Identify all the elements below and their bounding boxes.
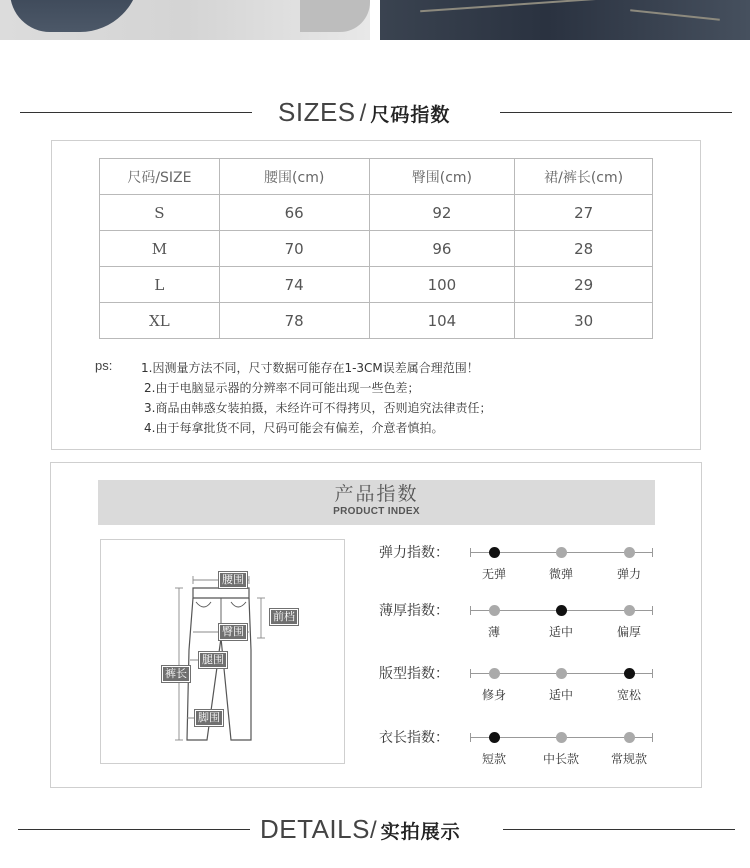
scale-option-label: 短款 <box>481 752 507 766</box>
scale-option-label: 宽松 <box>616 688 642 702</box>
scale-tick-start <box>470 733 471 742</box>
title-rule-right <box>503 829 735 830</box>
scale-dot-selected <box>489 732 500 743</box>
product-index-banner <box>98 480 655 525</box>
table-cell: S <box>100 195 220 231</box>
table-row <box>100 267 653 303</box>
scale-option-label: 适中 <box>548 688 574 702</box>
table-cell: 30 <box>515 303 653 339</box>
table-cell: 28 <box>515 231 653 267</box>
table-cell: 96 <box>369 231 515 267</box>
diagram-label-hip: 臀围 <box>219 624 247 640</box>
scale-dot <box>489 668 500 679</box>
title-slash: / <box>369 817 377 844</box>
diagram-label-waist: 腰围 <box>219 572 247 588</box>
table-row <box>100 303 653 339</box>
sizes-section-title <box>0 94 750 130</box>
scale-option-label: 适中 <box>548 625 574 639</box>
table-row <box>100 231 653 267</box>
photo-light-shape <box>300 0 370 32</box>
scale-option-label: 微弹 <box>548 567 574 581</box>
scale-name: 弹力指数： <box>379 545 449 561</box>
product-photo-left <box>0 0 370 40</box>
scale-dot <box>556 547 567 558</box>
scale-option-label: 弹力 <box>616 567 642 581</box>
scale-length <box>379 728 659 768</box>
scale-option-label: 常规款 <box>610 752 648 766</box>
scale-option-label: 无弹 <box>481 567 507 581</box>
table-cell: 78 <box>219 303 369 339</box>
scale-elasticity <box>379 543 659 583</box>
scale-dot <box>556 668 567 679</box>
diagram-label-length: 裤长 <box>162 666 190 682</box>
scale-dot-selected <box>624 668 635 679</box>
banner-title-en: PRODUCT INDEX <box>333 506 420 517</box>
table-header-cell: 腰围(cm) <box>219 159 369 195</box>
scale-dot <box>489 605 500 616</box>
scale-name: 版型指数： <box>379 666 449 682</box>
table-cell: 74 <box>219 267 369 303</box>
table-row <box>100 195 653 231</box>
title-rule-right <box>500 112 732 113</box>
table-header-cell: 臀围(cm) <box>369 159 515 195</box>
pants-diagram <box>100 539 345 764</box>
note-item: 3.商品由韩惑女装拍摄，未经许可不得拷贝，否则追究法律责任； <box>144 401 492 415</box>
title-cn: 尺码指数 <box>370 104 451 126</box>
title-text <box>278 94 450 130</box>
scale-tick-start <box>470 548 471 557</box>
title-rule-left <box>20 112 252 113</box>
table-cell: 29 <box>515 267 653 303</box>
diagram-label-front-rise: 前档 <box>270 609 298 625</box>
table-cell: 92 <box>369 195 515 231</box>
scale-dot <box>624 732 635 743</box>
photo-seam <box>420 0 600 12</box>
scale-option-label: 偏厚 <box>616 625 642 639</box>
product-photo-right <box>380 0 750 40</box>
title-en: DETAILS <box>260 814 370 844</box>
note-item: 4.由于每拿批货不同，尺码可能会有偏差，介意者慎拍。 <box>144 421 444 435</box>
diagram-label-thigh: 腿围 <box>199 652 227 668</box>
scale-dot-selected <box>489 547 500 558</box>
title-cn: 实拍展示 <box>380 821 461 843</box>
table-cell: L <box>100 267 220 303</box>
scale-tick-end <box>652 669 653 678</box>
scale-thickness <box>379 601 659 641</box>
table-cell: 70 <box>219 231 369 267</box>
scale-name: 薄厚指数： <box>379 603 449 619</box>
scale-tick-end <box>652 733 653 742</box>
table-header-cell: 尺码/SIZE <box>100 159 220 195</box>
scale-tick-end <box>652 606 653 615</box>
table-cell: 100 <box>369 267 515 303</box>
diagram-label-hem: 脚围 <box>195 710 223 726</box>
scale-fit <box>379 664 659 704</box>
product-index-box <box>50 462 702 788</box>
table-cell: XL <box>100 303 220 339</box>
notes-list <box>141 358 491 438</box>
size-chart-box <box>51 140 701 450</box>
scale-dot <box>556 732 567 743</box>
banner-title-cn: 产品指数 <box>334 483 419 505</box>
scale-tick-start <box>470 606 471 615</box>
scale-dot <box>624 605 635 616</box>
scale-dot-selected <box>556 605 567 616</box>
table-header-cell: 裙/裤长(cm) <box>515 159 653 195</box>
table-header-row <box>100 159 653 195</box>
title-slash: / <box>359 100 367 127</box>
table-cell: 104 <box>369 303 515 339</box>
photo-denim-shape <box>10 0 140 32</box>
note-item: 2.由于电脑显示器的分辨率不同可能出现一些色差； <box>144 381 420 395</box>
table-cell: 27 <box>515 195 653 231</box>
title-en: SIZES <box>278 97 356 127</box>
table-cell: 66 <box>219 195 369 231</box>
table-cell: M <box>100 231 220 267</box>
notes-label: ps: <box>95 358 113 373</box>
scale-tick-end <box>652 548 653 557</box>
title-text <box>260 811 461 847</box>
note-item: 1.因测量方法不同，尺寸数据可能存在1-3CM误差属合理范围！ <box>141 361 479 375</box>
scale-option-label: 薄 <box>487 625 501 639</box>
photo-seam <box>630 9 720 20</box>
scale-option-label: 修身 <box>481 688 507 702</box>
scale-name: 衣长指数： <box>379 730 449 746</box>
scale-dot <box>624 547 635 558</box>
size-table <box>99 158 653 339</box>
details-section-title <box>0 811 750 847</box>
scale-option-label: 中长款 <box>542 752 580 766</box>
scale-tick-start <box>470 669 471 678</box>
title-rule-left <box>18 829 250 830</box>
